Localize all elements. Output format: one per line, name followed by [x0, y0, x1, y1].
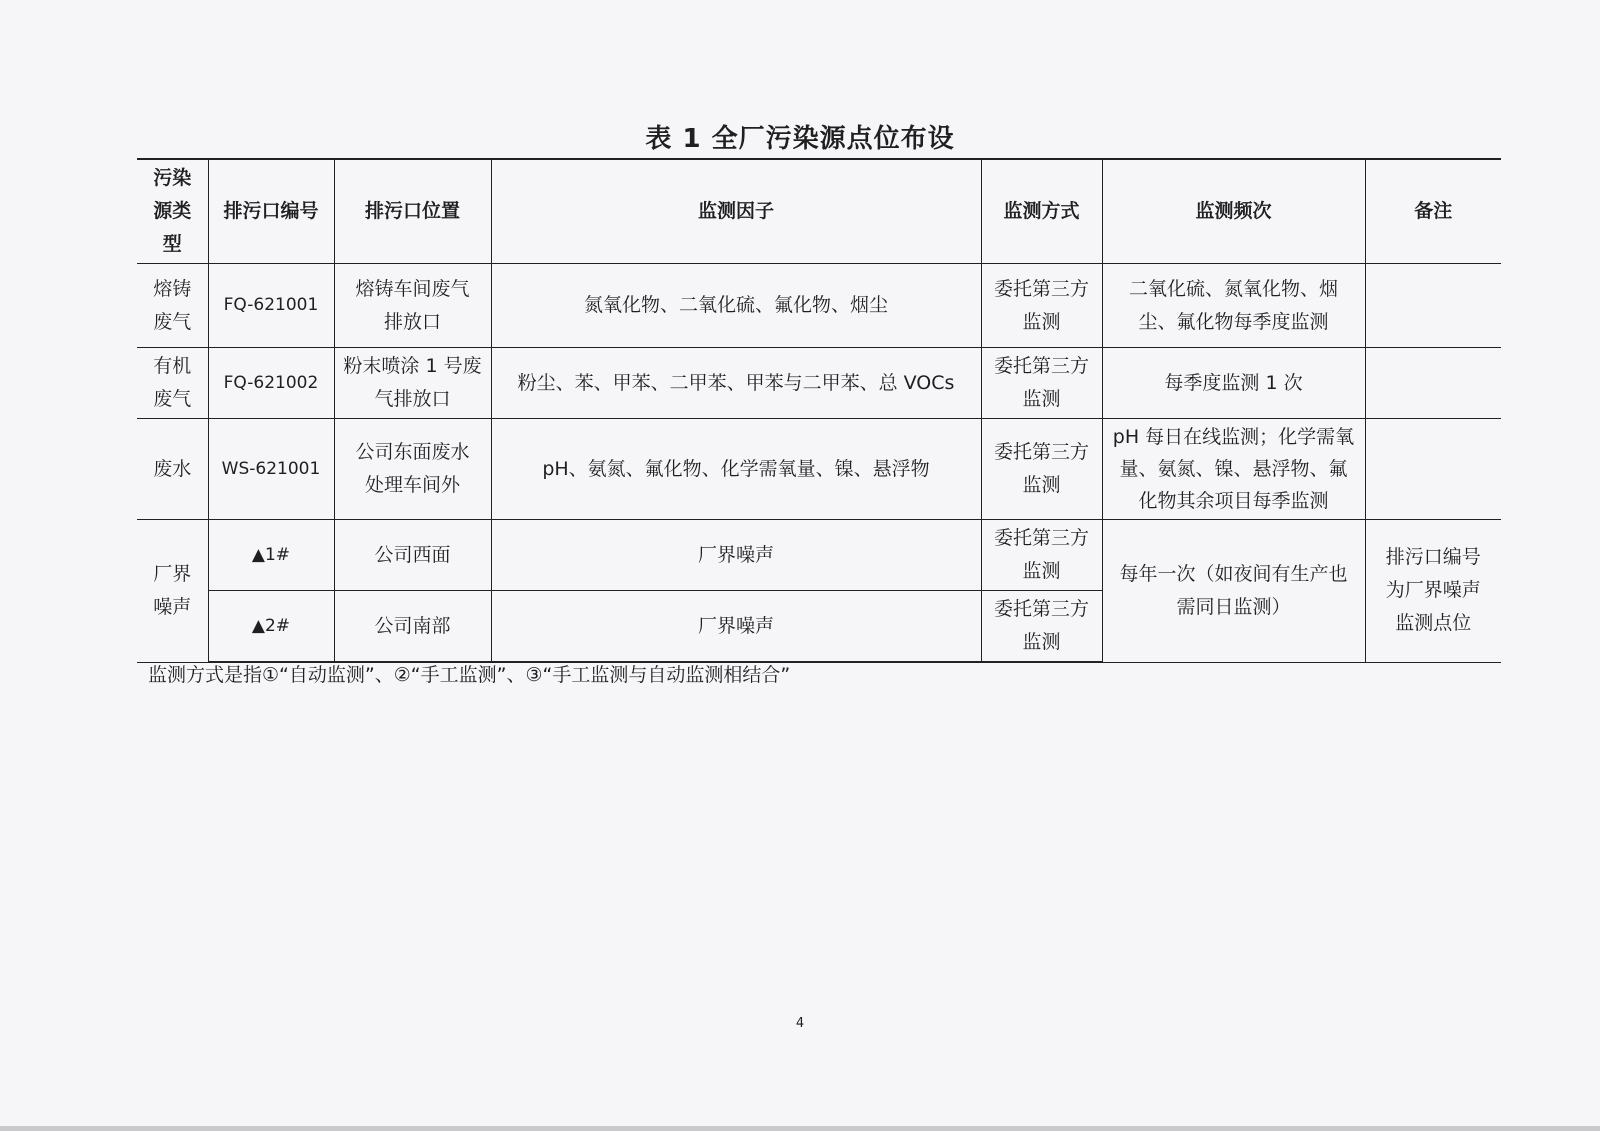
cell-outlet-id: WS-621001 — [208, 419, 334, 520]
cell-location: 熔铸车间废气排放口 — [334, 264, 491, 348]
table-row — [137, 264, 1501, 348]
cell-frequency: 每年一次（如夜间有生产也需同日监测） — [1102, 520, 1365, 663]
cell-frequency: pH 每日在线监测；化学需氧量、氨氮、镍、悬浮物、氟化物其余项目每季监测 — [1102, 419, 1365, 520]
cell-outlet-id: FQ-621001 — [208, 264, 334, 348]
table-footnote: 监测方式是指①“自动监测”、②“手工监测”、③“手工监测与自动监测相结合” — [148, 664, 791, 686]
header-type: 污染源类型 — [137, 159, 208, 264]
header-method: 监测方式 — [981, 159, 1102, 264]
cell-type: 厂界噪声 — [137, 520, 208, 663]
cell-method: 委托第三方监测 — [981, 348, 1102, 419]
header-outlet-id: 排污口编号 — [208, 159, 334, 264]
cell-outlet-id: FQ-621002 — [208, 348, 334, 419]
header-factors: 监测因子 — [491, 159, 981, 264]
table-row — [137, 520, 1501, 591]
page-edge — [0, 1126, 1600, 1131]
cell-type: 熔铸废气 — [137, 264, 208, 348]
cell-factors: pH、氨氮、氟化物、化学需氧量、镍、悬浮物 — [491, 419, 981, 520]
table-row — [137, 419, 1501, 520]
cell-location: 粉末喷涂 1 号废气排放口 — [334, 348, 491, 419]
cell-frequency: 二氧化硫、氮氧化物、烟尘、氟化物每季度监测 — [1102, 264, 1365, 348]
cell-outlet-id: ▲1# — [208, 520, 334, 591]
cell-location: 公司东面废水处理车间外 — [334, 419, 491, 520]
cell-type: 有机废气 — [137, 348, 208, 419]
cell-method: 委托第三方监测 — [981, 520, 1102, 591]
cell-method: 委托第三方监测 — [981, 264, 1102, 348]
cell-method: 委托第三方监测 — [981, 591, 1102, 663]
header-remark: 备注 — [1365, 159, 1501, 264]
table-title: 表 1 全厂污染源点位布设 — [645, 124, 955, 154]
cell-type: 废水 — [137, 419, 208, 520]
cell-factors: 厂界噪声 — [491, 520, 981, 591]
cell-method: 委托第三方监测 — [981, 419, 1102, 520]
table-row — [137, 348, 1501, 419]
cell-remark — [1365, 419, 1501, 520]
cell-location: 公司南部 — [334, 591, 491, 663]
header-location: 排污口位置 — [334, 159, 491, 264]
cell-frequency: 每季度监测 1 次 — [1102, 348, 1365, 419]
cell-factors: 氮氧化物、二氧化硫、氟化物、烟尘 — [491, 264, 981, 348]
cell-remark — [1365, 348, 1501, 419]
cell-remark: 排污口编号为厂界噪声监测点位 — [1365, 520, 1501, 663]
pollution-source-table — [137, 158, 1501, 663]
header-row — [137, 159, 1501, 264]
cell-remark — [1365, 264, 1501, 348]
cell-location: 公司西面 — [334, 520, 491, 591]
cell-factors: 厂界噪声 — [491, 591, 981, 663]
cell-outlet-id: ▲2# — [208, 591, 334, 663]
header-frequency: 监测频次 — [1102, 159, 1365, 264]
cell-factors: 粉尘、苯、甲苯、二甲苯、甲苯与二甲苯、总 VOCs — [491, 348, 981, 419]
page-number: 4 — [795, 1016, 805, 1031]
